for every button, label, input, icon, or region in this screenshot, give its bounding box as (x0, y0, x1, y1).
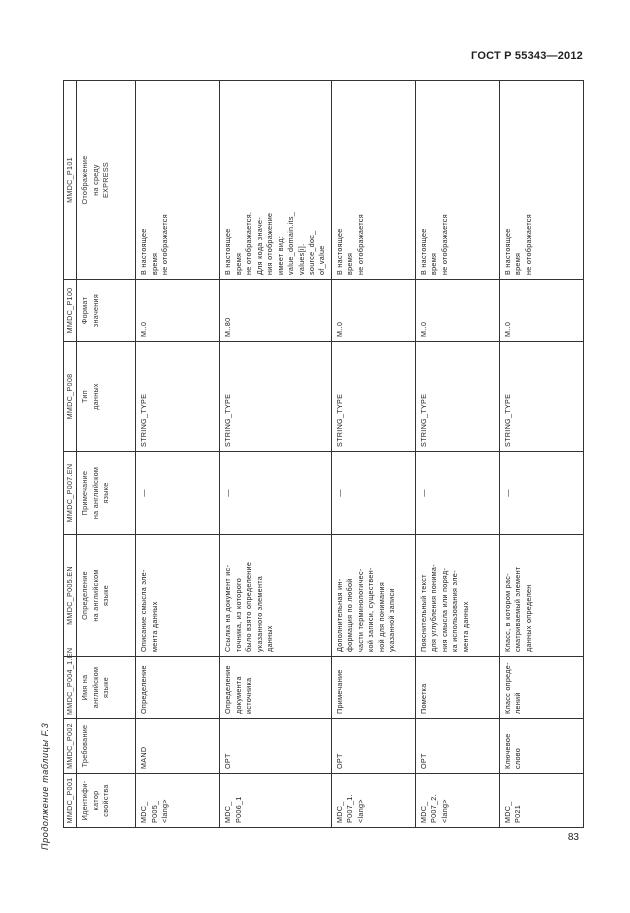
cell-name-en: Класс опреде- лений (499, 657, 583, 719)
cell-value-format: M..0 (331, 280, 415, 342)
cell-value-format: M..0 (499, 280, 583, 342)
document-header-standard: ГОСТ Р 55343—2012 (471, 50, 583, 62)
cell-express-mapping: В настоящее время не отображается (499, 81, 583, 280)
cell-definition-en: Пояснительный текст для углубления понима- ния смысла или поряд- ка использования эле- мента данных (415, 535, 499, 657)
table-row (331, 81, 415, 828)
rotated-table-container (63, 81, 533, 828)
cell-data-type: STRING_TYPE (415, 342, 499, 452)
cell-requirement: OPT (331, 719, 415, 774)
table-row (136, 81, 220, 828)
column-code: MMDC_P002 (64, 719, 77, 774)
cell-requirement: Ключевое слово (499, 719, 583, 774)
table-row (415, 81, 499, 828)
column-title: Идентифи- катор свойства (77, 774, 136, 828)
cell-data-type: STRING_TYPE (499, 342, 583, 452)
cell-express-mapping: В настоящее время не отображается (136, 81, 220, 280)
column-title: Формат значения (77, 280, 136, 342)
cell-identifier: MDC_ P007_1. <lang> (331, 774, 415, 828)
column-code: MMDC_P100 (64, 280, 77, 342)
page-number: 83 (567, 832, 579, 843)
cell-value-format: M..0 (415, 280, 499, 342)
cell-value-format: M..80 (220, 280, 331, 342)
cell-identifier: MDC_ P005_ <lang> (136, 774, 220, 828)
cell-express-mapping: В настоящее время не отображается. Для кода значе- ния отображение имеет вид: value_domain.its_ values[i]. source_doc_ of_value (220, 81, 331, 280)
cell-definition-en: Класс, в котором рас- сматриваемый элемент данных определен (499, 535, 583, 657)
cell-identifier: MDC_ P006_1 (220, 774, 331, 828)
table-row (499, 81, 583, 828)
cell-name-en: Определение документа источника (220, 657, 331, 719)
column-code: MMDC_P008 (64, 342, 77, 452)
cell-express-mapping: В настоящее время не отображается (415, 81, 499, 280)
cell-value-format: M..0 (136, 280, 220, 342)
column-code: MMDC_P101 (64, 81, 77, 280)
table-row (220, 81, 331, 828)
cell-definition-en: Дополнительная ин- формация по любой части терминологичес- кой записи, существен- ной для понимания указанной записи (331, 535, 415, 657)
cell-requirement: OPT (415, 719, 499, 774)
cell-requirement: MAND (136, 719, 220, 774)
cell-identifier: MDC_ P007_2. <lang> (415, 774, 499, 828)
cell-note-en: — (136, 452, 220, 535)
cell-note-en: — (415, 452, 499, 535)
cell-definition-en: Ссылка на документ ис- точника, из которого было взято определение указанного элемента данных (220, 535, 331, 657)
cell-name-en: Пометка (415, 657, 499, 719)
cell-name-en: Примечание (331, 657, 415, 719)
column-title: Отображение на среду EXPRESS (77, 81, 136, 280)
column-code: MMDC_P005.EN (64, 535, 77, 657)
column-title: Примечание на английском языке (77, 452, 136, 535)
cell-note-en: — (331, 452, 415, 535)
column-title: Тип данных (77, 342, 136, 452)
cell-note-en: — (220, 452, 331, 535)
table-caption: Продолжение таблицы F.3 (40, 722, 50, 850)
cell-data-type: STRING_TYPE (331, 342, 415, 452)
cell-identifier: MDC_ P021 (499, 774, 583, 828)
column-code: MMDC_P001 (64, 774, 77, 828)
column-title: Имя на английском языке (77, 657, 136, 719)
column-code: MMDC_P004_1.EN (64, 657, 77, 719)
table-caption-wrapper (40, 690, 54, 850)
cell-note-en: — (499, 452, 583, 535)
cell-express-mapping: В настоящее время не отображается (331, 81, 415, 280)
column-title: Определение на английском языке (77, 535, 136, 657)
column-code-row (64, 81, 77, 828)
cell-data-type: STRING_TYPE (136, 342, 220, 452)
cell-data-type: STRING_TYPE (220, 342, 331, 452)
column-title-row (77, 81, 136, 828)
column-title: Требование (77, 719, 136, 774)
cell-requirement: OPT (220, 719, 331, 774)
properties-table (63, 80, 584, 828)
cell-name-en: Определение (136, 657, 220, 719)
cell-definition-en: Описание смысла эле- мента данных (136, 535, 220, 657)
column-code: MMDC_P007.EN (64, 452, 77, 535)
rotated-table-frame (63, 81, 533, 828)
